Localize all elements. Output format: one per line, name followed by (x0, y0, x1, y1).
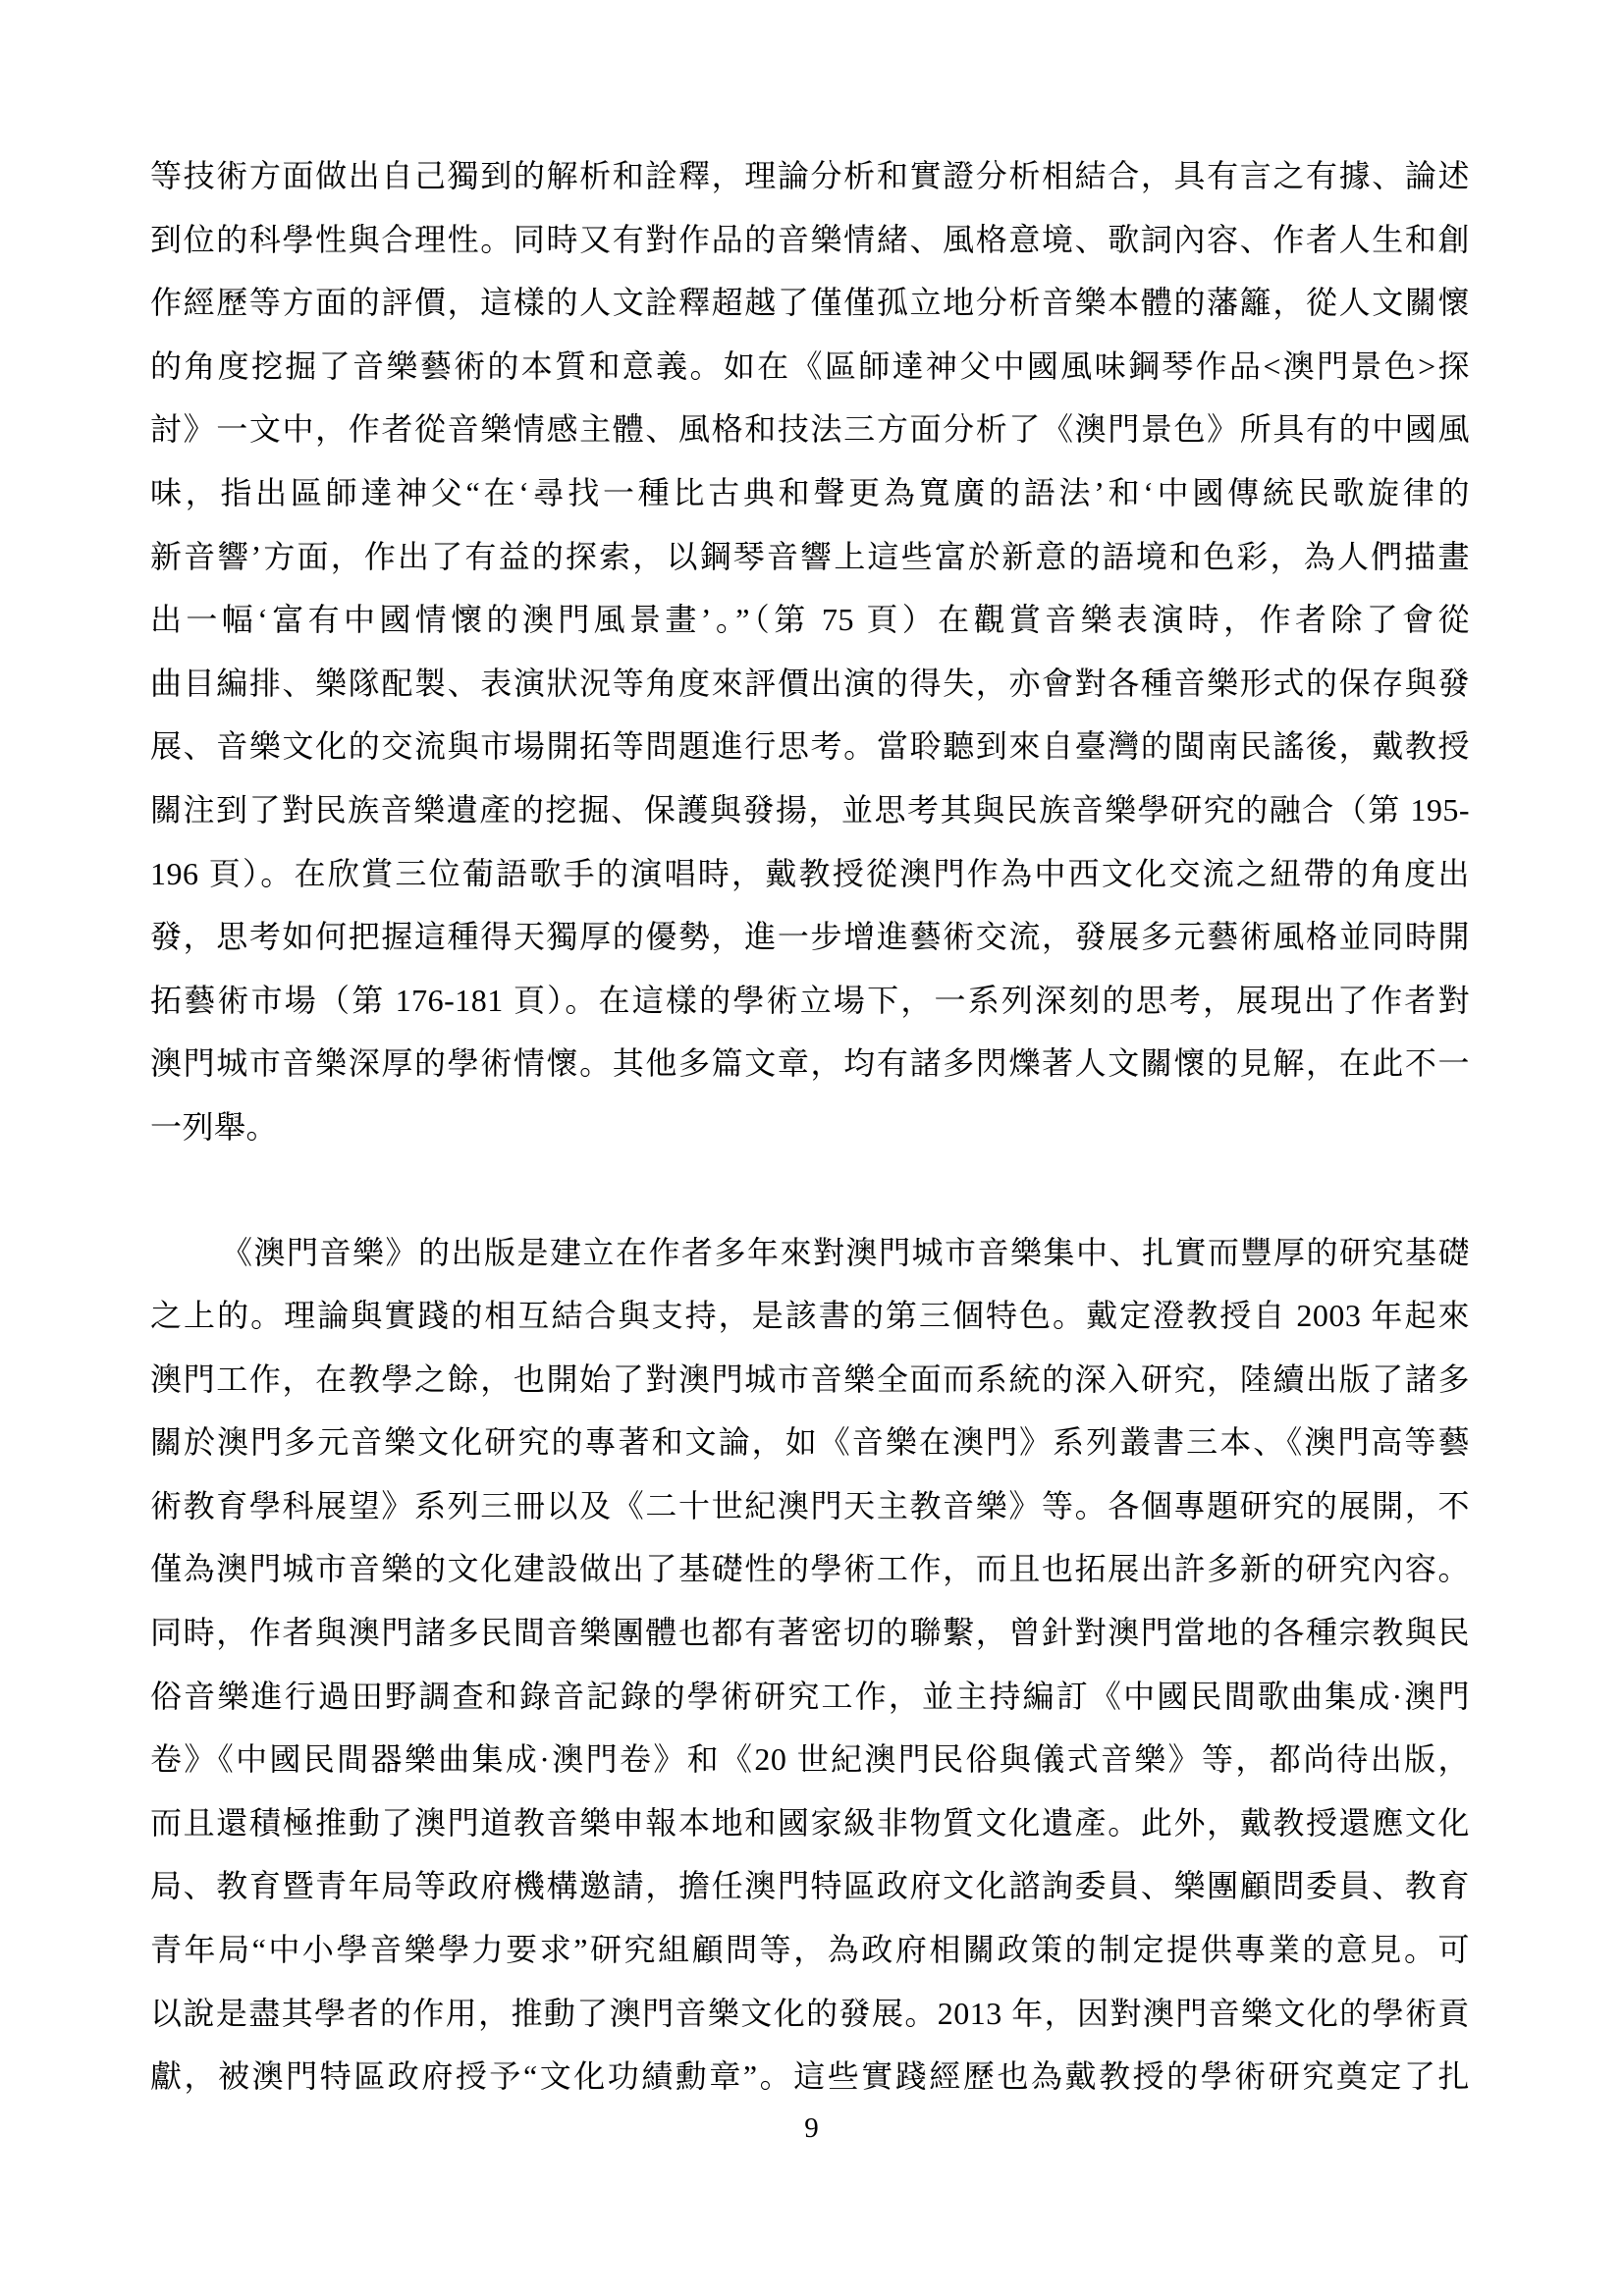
text-line: 關於澳門多元音樂文化研究的專著和文論，如《音樂在澳門》系列叢書三本、《澳門高等藝 (150, 1424, 1470, 1461)
text-line: 澳門城市音樂深厚的學術情懷。其他多篇文章，均有諸多閃爍著人文關懷的見解，在此不一 (150, 1045, 1470, 1082)
text-line: 而且還積極推動了澳門道教音樂申報本地和國家級非物質文化遺產。此外，戴教授還應文化 (150, 1804, 1470, 1841)
text-line: 曲目編排、樂隊配製、表演狀況等角度來評價出演的得失，亦會對各種音樂形式的保存與發 (150, 665, 1470, 701)
text-line: 拓藝術市場（第 176-181 頁）。在這樣的學術立場下，一系列深刻的思考，展現出了作者對 (150, 982, 1470, 1018)
text-line: 僅為澳門城市音樂的文化建設做出了基礎性的學術工作，而且也拓展出許多新的研究內容。 (150, 1551, 1470, 1587)
text-line: 新音響’方面，作出了有益的探索，以鋼琴音響上這些富於新意的語境和色彩，為人們描畫 (150, 538, 1470, 574)
text-line: 澳門工作，在教學之餘，也開始了對澳門城市音樂全面而系統的深入研究，陸續出版了諸多 (150, 1361, 1470, 1397)
text-line: 出一幅‘富有中國情懷的澳門風景畫’。”（第 75 頁）在觀賞音樂表演時，作者除了會從 (150, 602, 1470, 638)
text-line: 術教育學科展望》系列三冊以及《二十世紀澳門天主教音樂》等。各個專題研究的展開，不 (150, 1487, 1470, 1523)
text-line: 發，思考如何把握這種得天獨厚的優勢，進一步增進藝術交流，發展多元藝術風格並同時開 (150, 919, 1470, 955)
text-line: 作經歷等方面的評價，這樣的人文詮釋超越了僅僅孤立地分析音樂本體的藩籬，從人文關懷 (150, 285, 1470, 321)
text-line: 一列舉。 (150, 1108, 279, 1145)
text-line: 等技術方面做出自己獨到的解析和詮釋，理論分析和實證分析相結合，具有言之有據、論述 (150, 158, 1470, 193)
text-line: 展、音樂文化的交流與市場開拓等問題進行思考。當聆聽到來自臺灣的閩南民謠後，戴教授 (150, 728, 1470, 765)
text-line: 以說是盡其學者的作用，推動了澳門音樂文化的發展。2013 年，因對澳門音樂文化的學術貢 (150, 1995, 1470, 2031)
text-line: 獻，被澳門特區政府授予“文化功績勳章”。這些實踐經歷也為戴教授的學術研究奠定了扎 (150, 2058, 1470, 2095)
text-line: 的角度挖掘了音樂藝術的本質和意義。如在《區師達神父中國風味鋼琴作品<澳門景色>探 (150, 347, 1470, 384)
paragraph-1 (150, 144, 1470, 1159)
paragraph-2 (150, 1221, 1470, 2109)
body-text (150, 144, 1470, 2109)
text-line: 味，指出區師達神父“在‘尋找一種比古典和聲更為寬廣的語法’和‘中國傳統民歌旋律的 (150, 474, 1470, 510)
text-line: 青年局“中小學音樂學力要求”研究組顧問等，為政府相關政策的制定提供專業的意見。可 (150, 1932, 1470, 1968)
text-line: 俗音樂進行過田野調查和錄音記錄的學術研究工作，並主持編訂《中國民間歌曲集成·澳門 (150, 1678, 1470, 1714)
text-line: 同時，作者與澳門諸多民間音樂團體也都有著密切的聯繫，曾針對澳門當地的各種宗教與民 (150, 1615, 1470, 1651)
text-line: 《澳門音樂》的出版是建立在作者多年來對澳門城市音樂集中、扎實而豐厚的研究基礎 (221, 1234, 1470, 1270)
text-line: 關注到了對民族音樂遺產的挖掘、保護與發揚，並思考其與民族音樂學研究的融合（第 195- (150, 791, 1470, 828)
page-number: 9 (804, 2112, 819, 2144)
text-line: 卷》《中國民間器樂曲集成·澳門卷》和《20 世紀澳門民俗與儀式音樂》等，都尚待出版， (150, 1741, 1470, 1778)
text-line: 局、教育暨青年局等政府機構邀請，擔任澳門特區政府文化諮詢委員、樂團顧問委員、教育 (150, 1868, 1470, 1904)
text-line: 之上的。理論與實踐的相互結合與支持，是該書的第三個特色。戴定澄教授自 2003 年起來 (150, 1298, 1470, 1334)
text-line: 討》一文中，作者從音樂情感主體、風格和技法三方面分析了《澳門景色》所具有的中國風 (150, 411, 1470, 448)
text-line: 到位的科學性與合理性。同時又有對作品的音樂情緒、風格意境、歌詞內容、作者人生和創 (150, 221, 1470, 257)
text-line: 196 頁）。在欣賞三位葡語歌手的演唱時，戴教授從澳門作為中西文化交流之紐帶的角度出 (150, 855, 1470, 891)
